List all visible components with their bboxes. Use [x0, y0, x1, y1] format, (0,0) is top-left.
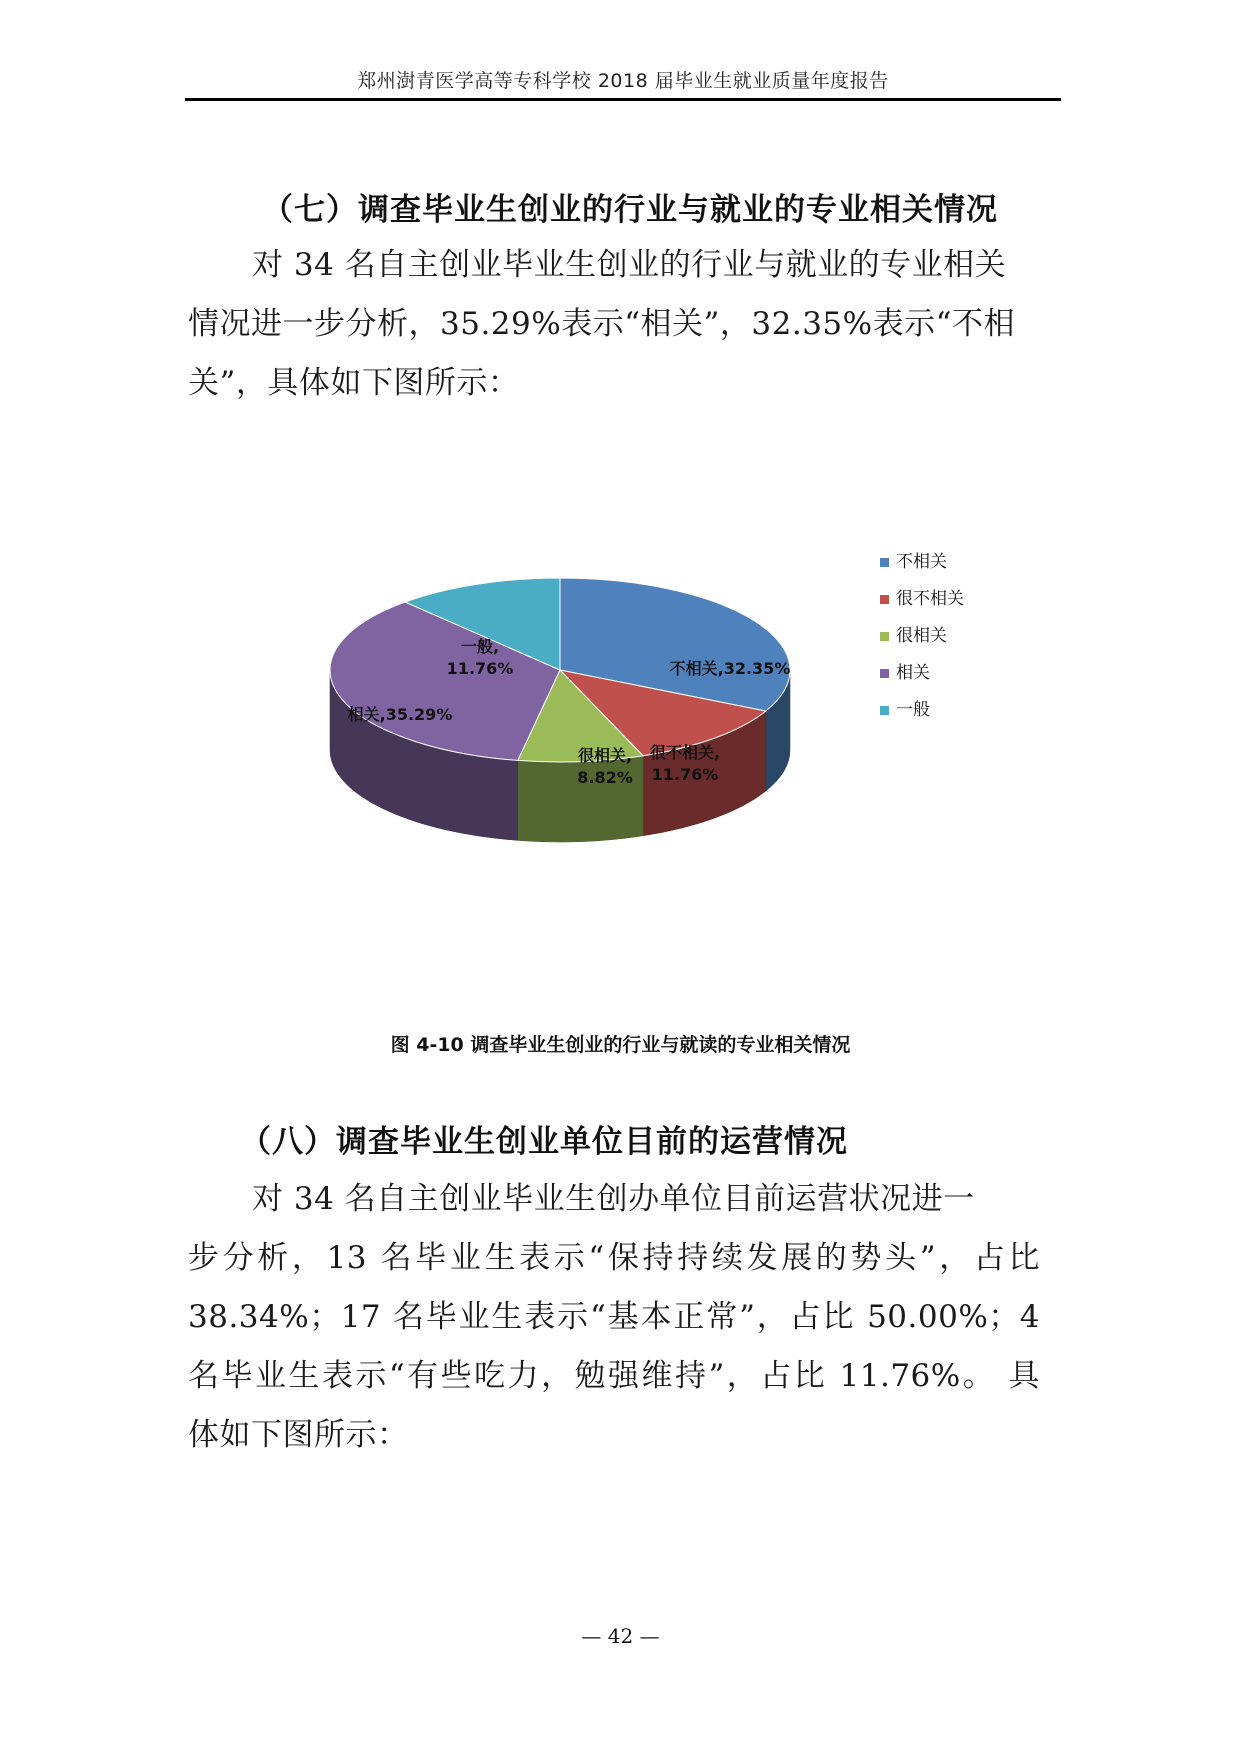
- section-7-paragraph: [188, 236, 1040, 413]
- legend-swatch: [880, 706, 889, 715]
- slice-label: 一般,: [460, 637, 500, 656]
- legend-swatch: [880, 595, 889, 604]
- paragraph-line: 对 34 名自主创业毕业生创业的行业与就业的专业相关: [252, 247, 1007, 283]
- legend-label: 一般: [896, 700, 930, 720]
- page-number: — 42 —: [581, 1624, 660, 1648]
- paragraph-line: 步分析，13 名毕业生表示“保持持续发展的势头”，占比: [188, 1240, 1040, 1276]
- chart-legend: [880, 552, 964, 720]
- slice-label: 很不相关,: [649, 743, 721, 762]
- paragraph-line: 体如下图所示：: [188, 1417, 409, 1453]
- slice-label: 相关,35.29%: [347, 705, 453, 724]
- running-header: 郑州澍青医学高等专科学校 2018 届毕业生就业质量年度报告: [357, 70, 889, 92]
- section-8-title: （八）调查毕业生创业单位目前的运营情况: [240, 1124, 848, 1160]
- slice-label: 11.76%: [651, 765, 719, 784]
- paragraph-line: 38.34%；17 名毕业生表示“基本正常”，占比 50.00%；4: [188, 1299, 1040, 1335]
- header-rule: [185, 98, 1061, 101]
- legend-label: 很相关: [896, 626, 947, 646]
- legend-label: 很不相关: [896, 589, 964, 609]
- paragraph-line: 情况进一步分析，35.29%表示“相关”，32.35%表示“不相: [188, 306, 1015, 342]
- slice-label: 不相关,32.35%: [669, 659, 791, 678]
- slice-label: 很相关,: [577, 746, 633, 765]
- paragraph-line: 名毕业生表示“有些吃力，勉强维持”，占比 11.76%。 具: [188, 1358, 1040, 1394]
- legend-label: 相关: [896, 663, 930, 683]
- slice-label: 11.76%: [446, 659, 514, 678]
- legend-swatch: [880, 558, 889, 567]
- legend-swatch: [880, 669, 889, 678]
- paragraph-line: 关”，具体如下图所示：: [188, 365, 520, 401]
- section-7-title: （七）调查毕业生创业的行业与就业的专业相关情况: [262, 192, 998, 228]
- pie-chart: [290, 540, 1010, 870]
- figure-caption: 图 4-10 调查毕业生创业的行业与就读的专业相关情况: [390, 1034, 851, 1056]
- slice-label: 8.82%: [577, 768, 633, 787]
- section-8-paragraph: [188, 1170, 1040, 1465]
- paragraph-line: 对 34 名自主创业毕业生创办单位目前运营状况进一: [252, 1181, 975, 1217]
- legend-swatch: [880, 632, 889, 641]
- legend-label: 不相关: [896, 552, 947, 572]
